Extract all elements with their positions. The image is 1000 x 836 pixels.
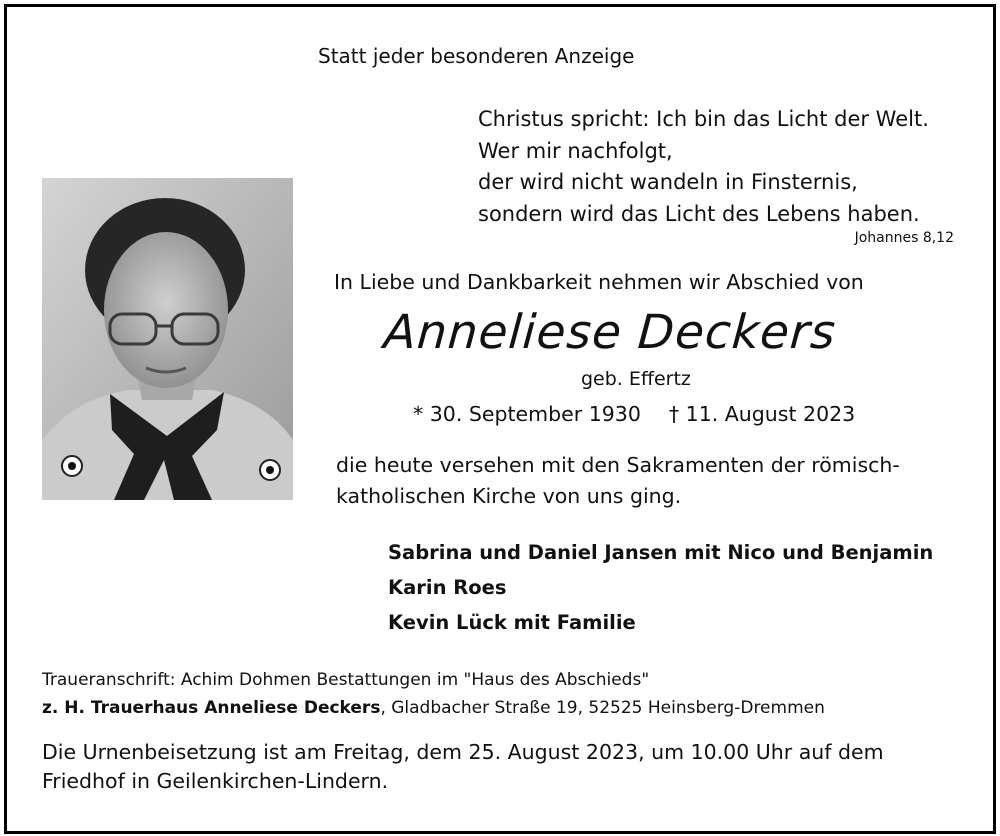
verse-reference: Johannes 8,12 [854,230,954,246]
mourner-entry: Kevin Lück mit Familie [388,611,636,634]
verse-line: der wird nicht wandeln in Finsternis, [478,170,858,194]
mourning-house-name: z. H. Trauerhaus Anneliese Deckers [42,698,381,718]
statement-line: katholischen Kirche von uns ging. [336,484,682,508]
mourner-entry: Sabrina und Daniel Jansen mit Nico und Benjamin [388,541,934,564]
mourning-address: Traueranschrift: Achim Dohmen Bestattungen im "Haus des Abschieds" [42,670,650,690]
life-dates [413,402,855,426]
verse-line: Christus spricht: Ich bin das Licht der Welt. [478,107,929,131]
portrait-photo [42,178,293,500]
deceased-name: Anneliese Deckers [382,305,838,360]
verse-line: sondern wird das Licht des Lebens haben. [478,201,920,226]
burial-line: Friedhof in Geilenkirchen-Lindern. [42,769,389,793]
mourning-house-address [42,698,825,718]
mourner-entry: Karin Roes [388,576,507,599]
bible-verse [478,104,929,230]
death-date: † 11. August 2023 [668,402,856,426]
portrait-illustration [42,178,293,500]
birth-date: * 30. September 1930 [413,402,641,426]
mourners-list [388,535,933,640]
burial-info [42,738,884,796]
farewell-text: In Liebe und Dankbarkeit nehmen wir Abschied von [334,270,864,294]
verse-line: Wer mir nachfolgt, [478,138,673,163]
intro-text: Statt jeder besonderen Anzeige [318,44,635,68]
maiden-name: geb. Effertz [581,368,691,390]
statement-line: die heute versehen mit den Sakramenten der römisch- [336,453,900,477]
street-address: , Gladbacher Straße 19, 52525 Heinsberg-Dremmen [380,698,825,718]
death-statement [336,450,900,512]
burial-line: Die Urnenbeisetzung ist am Freitag, dem 25. August 2023, um 10.00 Uhr auf dem [42,740,884,764]
